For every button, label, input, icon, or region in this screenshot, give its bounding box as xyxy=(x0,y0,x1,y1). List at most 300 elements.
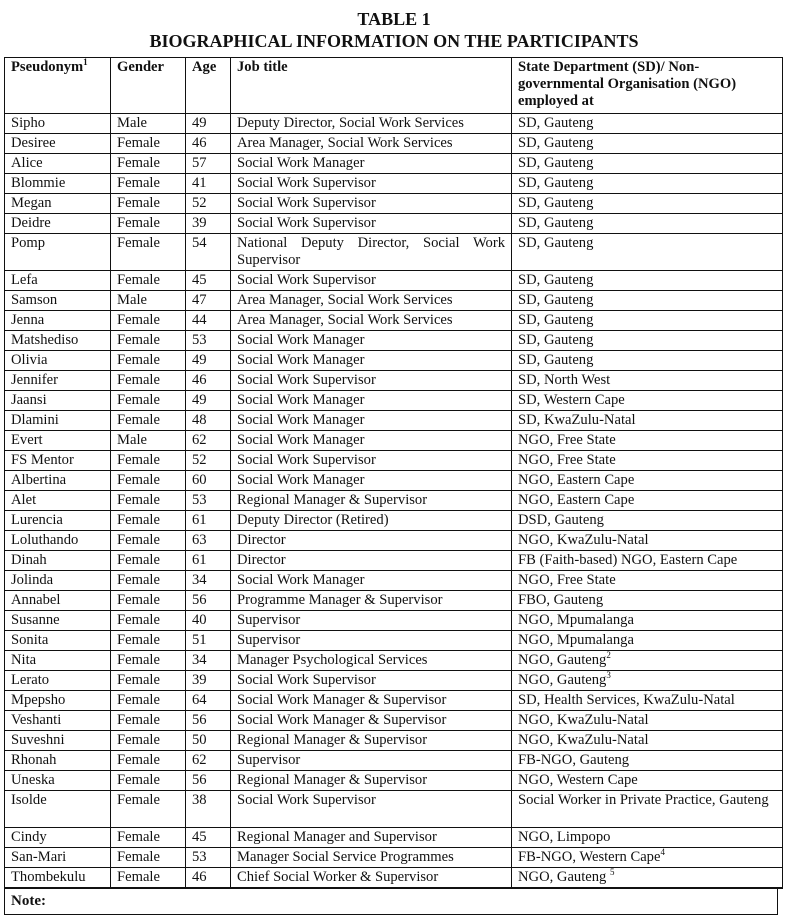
table-row xyxy=(5,431,783,451)
cell-gender xyxy=(111,154,186,174)
cell-employer xyxy=(512,671,783,691)
cell-pseudonym-text: Nita xyxy=(11,652,37,668)
cell-gender-text: Female xyxy=(117,175,160,191)
cell-age xyxy=(186,591,231,611)
cell-job-title-text: Director xyxy=(237,552,286,568)
cell-pseudonym xyxy=(5,731,111,751)
cell-pseudonym xyxy=(5,411,111,431)
cell-employer xyxy=(512,431,783,451)
cell-pseudonym-text: Evert xyxy=(11,432,43,448)
table-row xyxy=(5,631,783,651)
cell-employer xyxy=(512,828,783,848)
table-row xyxy=(5,591,783,611)
cell-gender xyxy=(111,174,186,194)
cell-pseudonym xyxy=(5,551,111,571)
cell-employer-text: SD, Gauteng xyxy=(518,195,594,211)
cell-job-title-text: Supervisor xyxy=(237,632,301,648)
cell-gender xyxy=(111,331,186,351)
cell-gender xyxy=(111,551,186,571)
cell-gender-text: Male xyxy=(117,115,147,131)
table-row xyxy=(5,571,783,591)
cell-pseudonym-text: Cindy xyxy=(11,829,47,845)
cell-job-title-text: Supervisor xyxy=(237,752,301,768)
cell-employer xyxy=(512,411,783,431)
cell-job-title-text: Regional Manager & Supervisor xyxy=(237,732,428,748)
cell-gender-text: Female xyxy=(117,772,160,788)
cell-gender-text: Female xyxy=(117,632,160,648)
cell-gender-text: Female xyxy=(117,752,160,768)
cell-age-text: 50 xyxy=(192,732,207,748)
cell-employer xyxy=(512,174,783,194)
cell-age-text: 62 xyxy=(192,752,207,768)
cell-job-title-text: Social Work Supervisor xyxy=(237,452,376,468)
cell-gender xyxy=(111,771,186,791)
cell-age xyxy=(186,114,231,134)
cell-pseudonym-text: Dlamini xyxy=(11,412,59,428)
cell-age-text: 64 xyxy=(192,692,207,708)
cell-gender xyxy=(111,828,186,848)
header-employer: State Department (SD)/ Non-governmental Organisation (NGO) employed at xyxy=(512,58,783,114)
cell-employer-text: FB-NGO, Gauteng xyxy=(518,752,630,768)
cell-gender-text: Female xyxy=(117,849,160,865)
cell-job-title-text: Area Manager, Social Work Services xyxy=(237,312,453,328)
cell-job-title xyxy=(231,331,512,351)
cell-gender xyxy=(111,511,186,531)
cell-gender xyxy=(111,431,186,451)
cell-employer-text: SD, North West xyxy=(518,372,611,388)
table-row xyxy=(5,791,783,828)
cell-gender-text: Female xyxy=(117,532,160,548)
cell-employer xyxy=(512,631,783,651)
cell-age-text: 46 xyxy=(192,372,207,388)
cell-pseudonym-text: San-Mari xyxy=(11,849,67,865)
table-row xyxy=(5,194,783,214)
cell-employer xyxy=(512,611,783,631)
note-label: Note: xyxy=(11,893,46,909)
cell-pseudonym-text: Lerato xyxy=(11,672,50,688)
footnote-marker: 4 xyxy=(660,847,665,857)
table-row xyxy=(5,271,783,291)
cell-employer xyxy=(512,651,783,671)
cell-job-title xyxy=(231,868,512,889)
cell-age xyxy=(186,214,231,234)
cell-job-title xyxy=(231,631,512,651)
cell-employer xyxy=(512,371,783,391)
cell-gender xyxy=(111,591,186,611)
table-row xyxy=(5,551,783,571)
cell-gender xyxy=(111,351,186,371)
cell-age-text: 40 xyxy=(192,612,207,628)
cell-gender xyxy=(111,134,186,154)
cell-age-text: 61 xyxy=(192,552,207,568)
cell-employer-text: NGO, Eastern Cape xyxy=(518,472,635,488)
cell-job-title-text: Regional Manager & Supervisor xyxy=(237,492,428,508)
cell-age-text: 52 xyxy=(192,195,207,211)
cell-pseudonym-text: Samson xyxy=(11,292,58,308)
cell-age-text: 49 xyxy=(192,115,207,131)
cell-job-title xyxy=(231,828,512,848)
cell-job-title xyxy=(231,411,512,431)
cell-job-title-text: National Deputy Director, Social Work Supervisor xyxy=(237,235,505,268)
header-age: Age xyxy=(186,58,231,114)
cell-age xyxy=(186,731,231,751)
cell-employer xyxy=(512,511,783,531)
cell-age-text: 61 xyxy=(192,512,207,528)
cell-gender-text: Female xyxy=(117,692,160,708)
cell-age xyxy=(186,791,231,828)
table-row xyxy=(5,471,783,491)
cell-pseudonym-text: Matshediso xyxy=(11,332,79,348)
cell-gender-text: Female xyxy=(117,195,160,211)
table-row xyxy=(5,751,783,771)
cell-pseudonym-text: Uneska xyxy=(11,772,55,788)
cell-employer xyxy=(512,868,783,889)
cell-employer xyxy=(512,791,783,828)
cell-pseudonym xyxy=(5,511,111,531)
cell-pseudonym xyxy=(5,571,111,591)
cell-age-text: 41 xyxy=(192,175,207,191)
cell-gender xyxy=(111,234,186,271)
footnote-marker: 3 xyxy=(606,670,611,680)
cell-pseudonym-text: Jenna xyxy=(11,312,45,328)
header-pseudonym-text: Pseudonym xyxy=(11,59,84,75)
cell-pseudonym-text: Veshanti xyxy=(11,712,62,728)
cell-age xyxy=(186,451,231,471)
cell-age xyxy=(186,631,231,651)
cell-gender xyxy=(111,271,186,291)
cell-age-text: 45 xyxy=(192,829,207,845)
cell-pseudonym-text: Susanne xyxy=(11,612,60,628)
cell-gender-text: Female xyxy=(117,155,160,171)
cell-employer-text: SD, Gauteng xyxy=(518,332,594,348)
cell-pseudonym-text: Megan xyxy=(11,195,52,211)
cell-employer-text: NGO, KwaZulu-Natal xyxy=(518,532,649,548)
cell-job-title xyxy=(231,511,512,531)
table-title: BIOGRAPHICAL INFORMATION ON THE PARTICIPANTS xyxy=(149,31,639,51)
cell-employer-text: NGO, Free State xyxy=(518,432,616,448)
cell-pseudonym xyxy=(5,671,111,691)
cell-pseudonym-text: Loluthando xyxy=(11,532,79,548)
cell-gender xyxy=(111,114,186,134)
cell-employer xyxy=(512,571,783,591)
cell-gender xyxy=(111,711,186,731)
cell-age-text: 46 xyxy=(192,869,207,885)
cell-job-title xyxy=(231,491,512,511)
cell-age xyxy=(186,134,231,154)
cell-pseudonym xyxy=(5,154,111,174)
cell-job-title xyxy=(231,691,512,711)
cell-gender-text: Female xyxy=(117,552,160,568)
cell-pseudonym-text: Rhonah xyxy=(11,752,57,768)
cell-employer-text: NGO, KwaZulu-Natal xyxy=(518,732,649,748)
table-row xyxy=(5,711,783,731)
cell-pseudonym xyxy=(5,791,111,828)
cell-pseudonym-text: Deidre xyxy=(11,215,51,231)
cell-age xyxy=(186,531,231,551)
cell-pseudonym-text: Sipho xyxy=(11,115,46,131)
cell-pseudonym xyxy=(5,351,111,371)
cell-employer-text: SD, Western Cape xyxy=(518,392,625,408)
cell-age xyxy=(186,828,231,848)
cell-employer-text: SD, Gauteng xyxy=(518,352,594,368)
table-row xyxy=(5,351,783,371)
cell-gender-text: Female xyxy=(117,869,160,885)
cell-age xyxy=(186,471,231,491)
cell-employer-text: NGO, Mpumalanga xyxy=(518,632,634,648)
cell-job-title-text: Social Work Supervisor xyxy=(237,792,376,808)
cell-gender-text: Male xyxy=(117,432,147,448)
cell-gender xyxy=(111,631,186,651)
cell-gender xyxy=(111,411,186,431)
cell-age-text: 39 xyxy=(192,672,207,688)
table-row xyxy=(5,771,783,791)
cell-age xyxy=(186,551,231,571)
cell-employer xyxy=(512,491,783,511)
cell-employer xyxy=(512,134,783,154)
cell-pseudonym xyxy=(5,711,111,731)
cell-job-title xyxy=(231,591,512,611)
table-row xyxy=(5,511,783,531)
cell-employer-text: DSD, Gauteng xyxy=(518,512,604,528)
cell-pseudonym-text: Dinah xyxy=(11,552,47,568)
cell-pseudonym xyxy=(5,114,111,134)
cell-gender xyxy=(111,451,186,471)
cell-job-title xyxy=(231,214,512,234)
cell-job-title-text: Social Work Manager xyxy=(237,432,365,448)
table-row xyxy=(5,234,783,271)
table-row xyxy=(5,311,783,331)
cell-employer-text: NGO, Free State xyxy=(518,572,616,588)
cell-age-text: 45 xyxy=(192,272,207,288)
cell-age xyxy=(186,511,231,531)
cell-job-title xyxy=(231,271,512,291)
note-section xyxy=(4,889,778,915)
cell-pseudonym xyxy=(5,371,111,391)
table-row xyxy=(5,848,783,868)
table-row xyxy=(5,531,783,551)
cell-gender xyxy=(111,471,186,491)
cell-job-title xyxy=(231,371,512,391)
header-gender: Gender xyxy=(111,58,186,114)
cell-age-text: 34 xyxy=(192,652,207,668)
cell-pseudonym-text: Alet xyxy=(11,492,37,508)
participants-table xyxy=(4,57,783,889)
table-row xyxy=(5,828,783,848)
cell-pseudonym-text: Albertina xyxy=(11,472,67,488)
cell-gender xyxy=(111,371,186,391)
cell-age xyxy=(186,711,231,731)
cell-age xyxy=(186,174,231,194)
cell-gender xyxy=(111,311,186,331)
cell-pseudonym xyxy=(5,691,111,711)
cell-age-text: 63 xyxy=(192,532,207,548)
cell-age-text: 56 xyxy=(192,772,207,788)
cell-pseudonym xyxy=(5,311,111,331)
cell-pseudonym-text: Lefa xyxy=(11,272,38,288)
cell-age-text: 62 xyxy=(192,432,207,448)
cell-job-title-text: Social Work Manager xyxy=(237,352,365,368)
cell-pseudonym xyxy=(5,174,111,194)
cell-employer xyxy=(512,591,783,611)
cell-pseudonym xyxy=(5,828,111,848)
cell-employer xyxy=(512,154,783,174)
cell-age-text: 39 xyxy=(192,215,207,231)
cell-age-text: 49 xyxy=(192,392,207,408)
cell-employer xyxy=(512,391,783,411)
table-row xyxy=(5,291,783,311)
cell-gender-text: Female xyxy=(117,612,160,628)
cell-employer xyxy=(512,331,783,351)
cell-pseudonym xyxy=(5,234,111,271)
cell-gender-text: Female xyxy=(117,215,160,231)
cell-age xyxy=(186,154,231,174)
cell-gender xyxy=(111,691,186,711)
cell-pseudonym xyxy=(5,531,111,551)
cell-age xyxy=(186,391,231,411)
cell-employer-text: SD, Gauteng xyxy=(518,312,594,328)
cell-age-text: 38 xyxy=(192,792,207,808)
cell-job-title-text: Chief Social Worker & Supervisor xyxy=(237,869,439,885)
cell-gender-text: Female xyxy=(117,512,160,528)
cell-gender-text: Female xyxy=(117,372,160,388)
cell-job-title xyxy=(231,351,512,371)
cell-pseudonym-text: Sonita xyxy=(11,632,49,648)
cell-job-title xyxy=(231,391,512,411)
cell-pseudonym xyxy=(5,134,111,154)
table-number: TABLE 1 xyxy=(357,9,431,29)
cell-gender xyxy=(111,571,186,591)
cell-gender-text: Female xyxy=(117,135,160,151)
cell-job-title xyxy=(231,134,512,154)
cell-gender-text: Female xyxy=(117,472,160,488)
table-row xyxy=(5,651,783,671)
table-row xyxy=(5,174,783,194)
cell-job-title-text: Social Work Supervisor xyxy=(237,215,376,231)
cell-job-title xyxy=(231,114,512,134)
cell-employer-text: SD, Gauteng xyxy=(518,175,594,191)
cell-pseudonym xyxy=(5,868,111,889)
cell-pseudonym-text: Jaansi xyxy=(11,392,47,408)
cell-age xyxy=(186,271,231,291)
cell-gender-text: Female xyxy=(117,672,160,688)
cell-gender xyxy=(111,731,186,751)
cell-gender-text: Female xyxy=(117,792,160,808)
cell-job-title xyxy=(231,711,512,731)
cell-age xyxy=(186,771,231,791)
cell-age-text: 56 xyxy=(192,712,207,728)
cell-job-title-text: Deputy Director (Retired) xyxy=(237,512,389,528)
cell-job-title xyxy=(231,551,512,571)
cell-employer xyxy=(512,751,783,771)
cell-age xyxy=(186,571,231,591)
table-row xyxy=(5,611,783,631)
table-row xyxy=(5,214,783,234)
table-row xyxy=(5,154,783,174)
cell-age-text: 34 xyxy=(192,572,207,588)
footnote-marker: 5 xyxy=(610,867,615,877)
cell-age xyxy=(186,371,231,391)
cell-job-title-text: Manager Social Service Programmes xyxy=(237,849,454,865)
cell-age xyxy=(186,311,231,331)
cell-job-title-text: Social Work Manager xyxy=(237,572,365,588)
cell-age xyxy=(186,671,231,691)
cell-job-title-text: Social Work Supervisor xyxy=(237,175,376,191)
cell-job-title xyxy=(231,531,512,551)
cell-gender xyxy=(111,671,186,691)
cell-pseudonym-text: Annabel xyxy=(11,592,61,608)
cell-pseudonym-text: Pomp xyxy=(11,235,46,251)
cell-employer xyxy=(512,114,783,134)
cell-job-title xyxy=(231,174,512,194)
table-body xyxy=(5,114,783,889)
table-row xyxy=(5,391,783,411)
cell-job-title-text: Area Manager, Social Work Services xyxy=(237,135,453,151)
cell-employer-text: SD, Gauteng xyxy=(518,155,594,171)
cell-job-title-text: Social Work Supervisor xyxy=(237,195,376,211)
cell-job-title-text: Area Manager, Social Work Services xyxy=(237,292,453,308)
cell-employer xyxy=(512,551,783,571)
cell-employer-text: SD, Gauteng xyxy=(518,215,594,231)
cell-age xyxy=(186,751,231,771)
table-row xyxy=(5,134,783,154)
cell-gender-text: Female xyxy=(117,272,160,288)
cell-pseudonym-text: Desiree xyxy=(11,135,56,151)
cell-pseudonym xyxy=(5,291,111,311)
cell-job-title-text: Regional Manager and Supervisor xyxy=(237,829,437,845)
cell-pseudonym xyxy=(5,631,111,651)
cell-employer xyxy=(512,848,783,868)
table-row xyxy=(5,411,783,431)
cell-job-title xyxy=(231,431,512,451)
cell-employer xyxy=(512,711,783,731)
cell-employer-text: SD, Gauteng xyxy=(518,135,594,151)
cell-gender xyxy=(111,651,186,671)
cell-age xyxy=(186,651,231,671)
cell-age-text: 47 xyxy=(192,292,207,308)
cell-age xyxy=(186,194,231,214)
cell-employer xyxy=(512,214,783,234)
cell-job-title xyxy=(231,651,512,671)
table-row xyxy=(5,331,783,351)
cell-gender-text: Female xyxy=(117,392,160,408)
cell-gender-text: Female xyxy=(117,712,160,728)
cell-employer xyxy=(512,234,783,271)
cell-job-title-text: Social Work Supervisor xyxy=(237,672,376,688)
cell-age xyxy=(186,351,231,371)
cell-employer-text: SD, Health Services, KwaZulu-Natal xyxy=(518,692,735,708)
cell-age-text: 53 xyxy=(192,492,207,508)
cell-employer xyxy=(512,731,783,751)
cell-job-title xyxy=(231,154,512,174)
cell-pseudonym-text: Jennifer xyxy=(11,372,59,388)
cell-pseudonym xyxy=(5,331,111,351)
cell-age xyxy=(186,611,231,631)
cell-pseudonym xyxy=(5,771,111,791)
cell-pseudonym xyxy=(5,491,111,511)
cell-job-title-text: Manager Psychological Services xyxy=(237,652,428,668)
cell-job-title-text: Social Work Manager xyxy=(237,472,365,488)
cell-gender-text: Female xyxy=(117,829,160,845)
cell-employer-text: SD, Gauteng xyxy=(518,235,594,251)
cell-job-title-text: Social Work Manager & Supervisor xyxy=(237,712,447,728)
cell-pseudonym xyxy=(5,848,111,868)
cell-gender-text: Female xyxy=(117,312,160,328)
cell-job-title xyxy=(231,791,512,828)
cell-pseudonym xyxy=(5,271,111,291)
cell-age-text: 53 xyxy=(192,332,207,348)
cell-gender xyxy=(111,391,186,411)
cell-employer-text: NGO, Gauteng xyxy=(518,652,607,668)
